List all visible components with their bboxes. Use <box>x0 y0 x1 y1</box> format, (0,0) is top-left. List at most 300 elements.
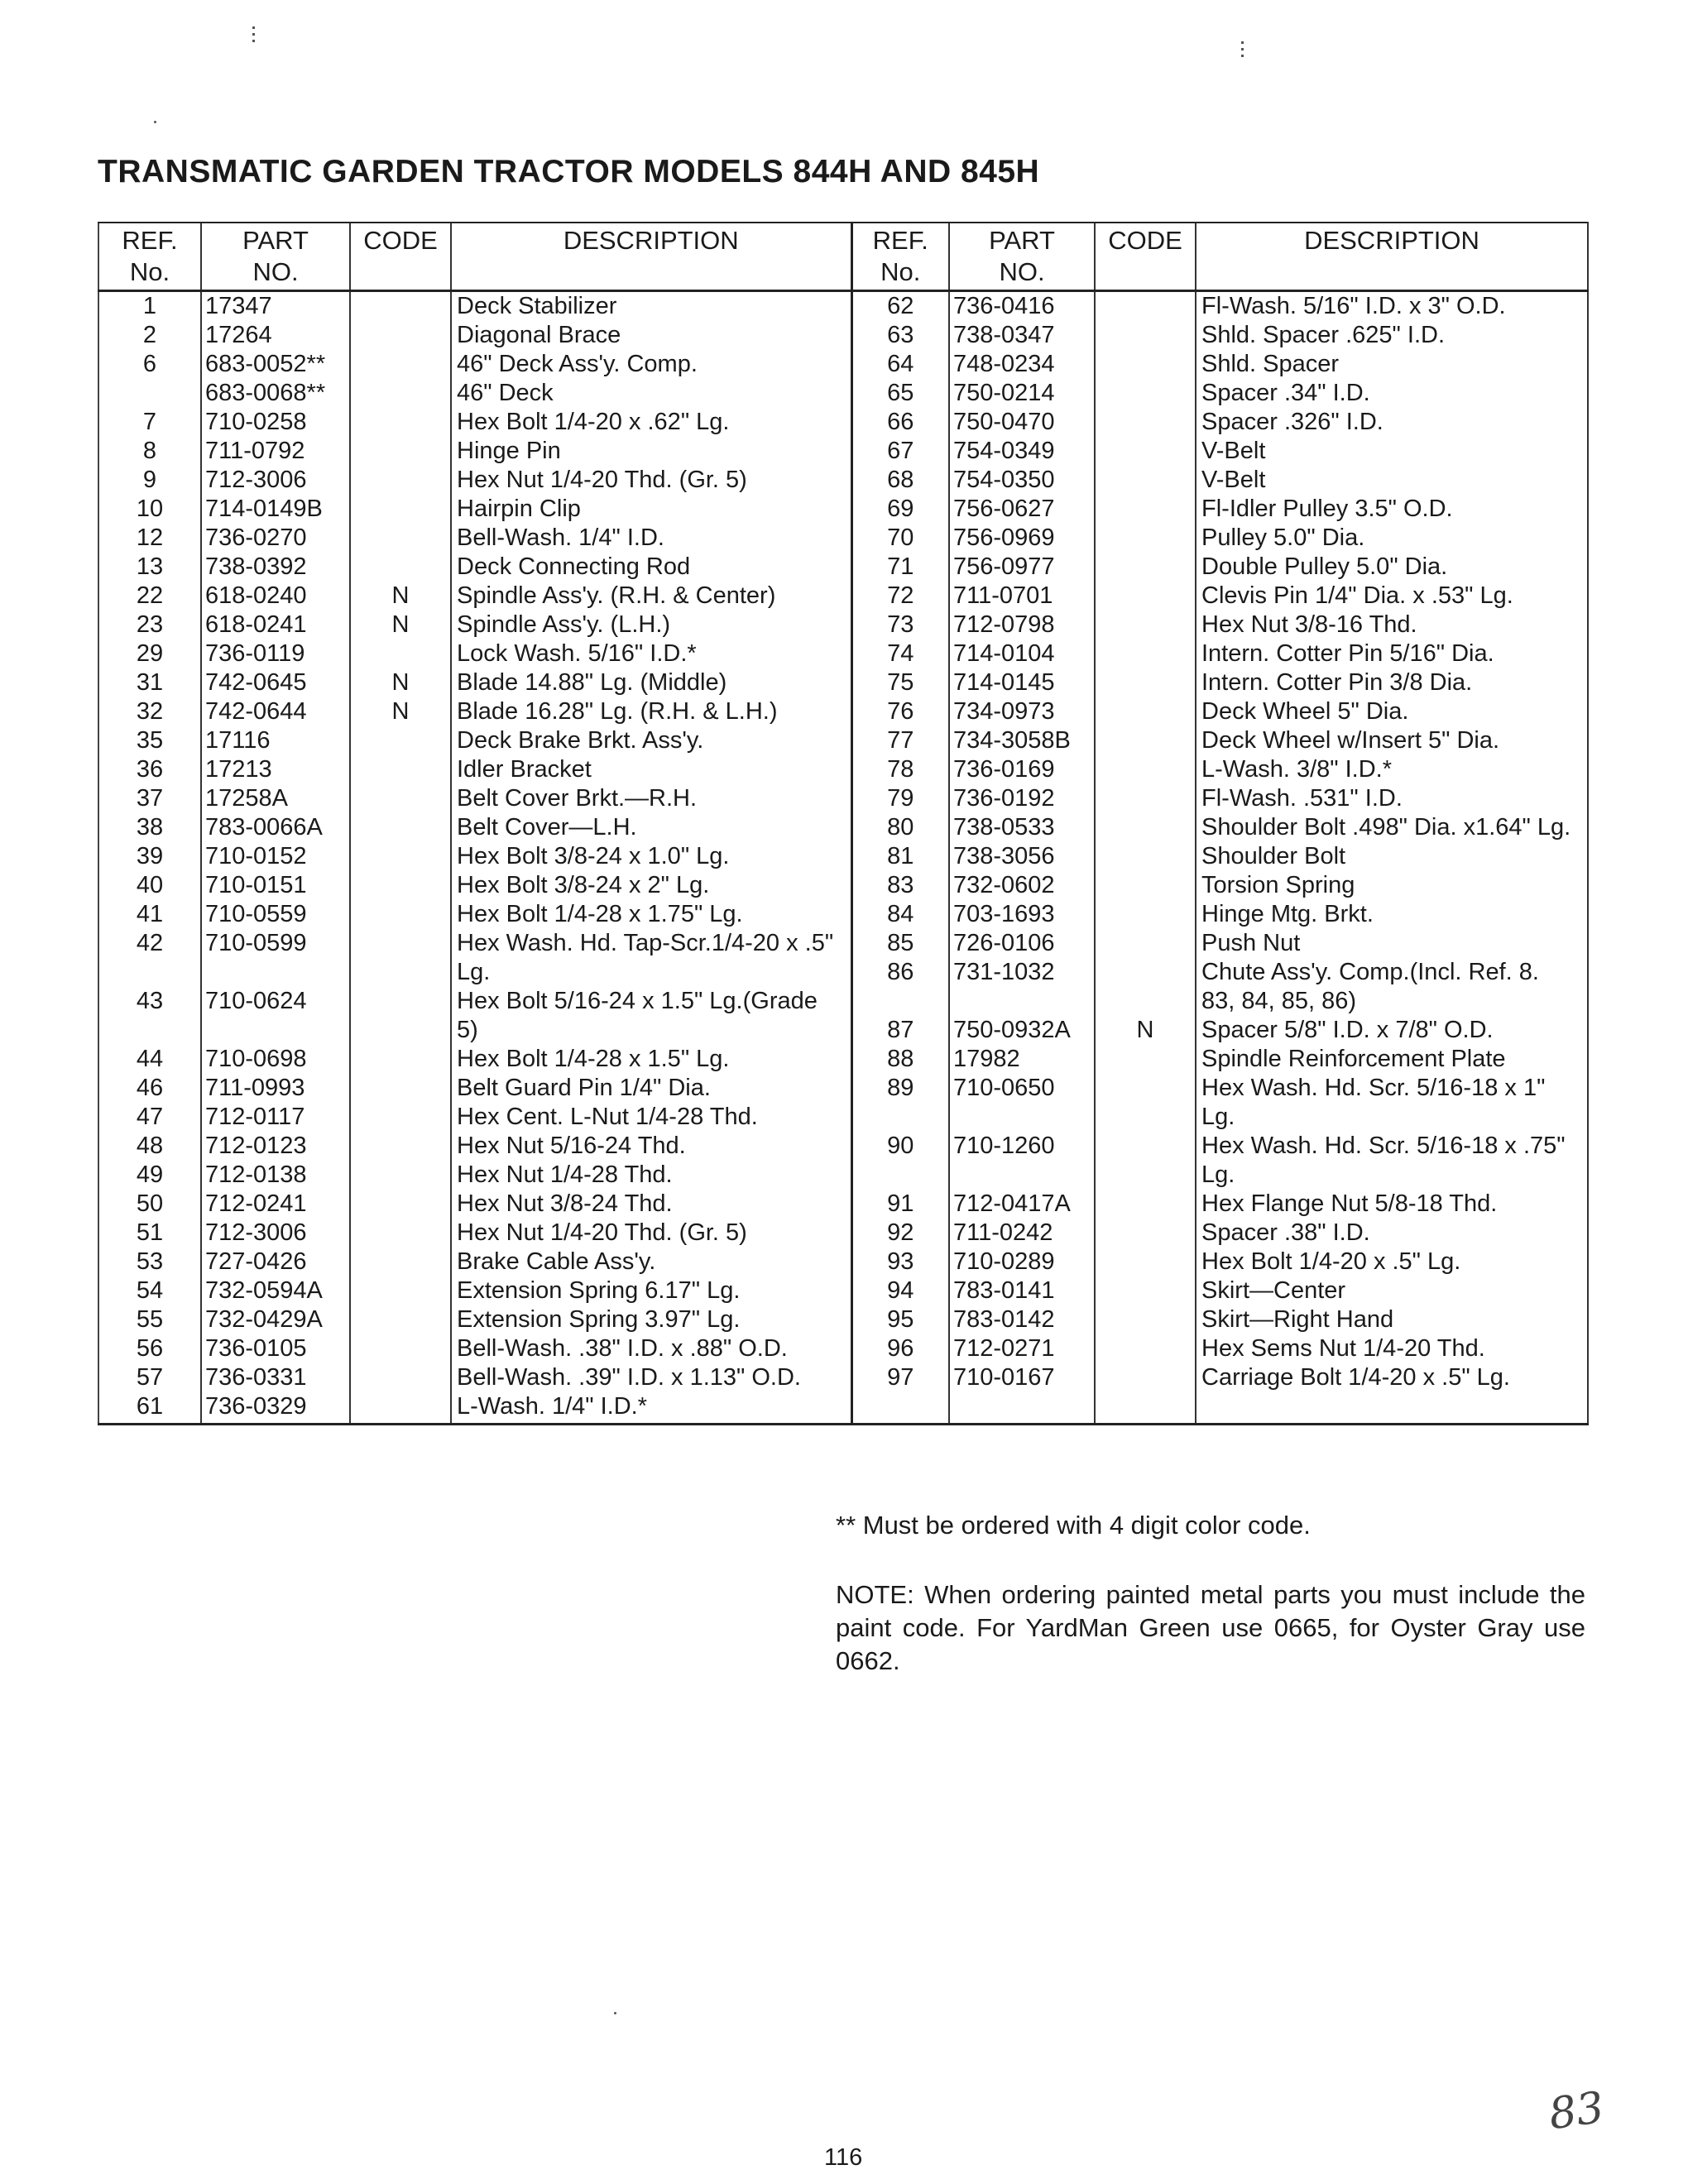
header-part-right: PART NO. <box>949 223 1095 291</box>
ref-cell: 88 <box>851 1045 949 1074</box>
part-number-cell <box>201 958 350 987</box>
part-number-cell: 703-1693 <box>949 900 1095 929</box>
ref-cell: 76 <box>851 697 949 726</box>
ref-cell: 32 <box>98 697 201 726</box>
code-cell: N <box>1095 1016 1196 1045</box>
code-cell <box>350 871 451 900</box>
code-cell <box>350 1045 451 1074</box>
part-number-cell: 731-1032 <box>949 958 1095 987</box>
code-cell <box>1095 350 1196 379</box>
part-number-cell: 711-0701 <box>949 582 1095 611</box>
description-cell: Hex Bolt 5/16-24 x 1.5" Lg.(Grade <box>451 987 851 1016</box>
part-number-cell: 756-0627 <box>949 495 1095 524</box>
code-cell <box>350 1248 451 1276</box>
part-number-cell: 714-0104 <box>949 639 1095 668</box>
table-row <box>98 1103 1588 1132</box>
ref-cell: 44 <box>98 1045 201 1074</box>
part-number-cell: 710-0167 <box>949 1363 1095 1392</box>
ref-cell <box>851 1103 949 1132</box>
description-cell: Idler Bracket <box>451 755 851 784</box>
ref-cell: 89 <box>851 1074 949 1103</box>
description-cell: Fl-Idler Pulley 3.5" O.D. <box>1196 495 1588 524</box>
part-number-cell: 618-0240 <box>201 582 350 611</box>
part-number-cell: 618-0241 <box>201 611 350 639</box>
description-cell: Bell-Wash. .38" I.D. x .88" O.D. <box>451 1334 851 1363</box>
part-number-cell: 750-0470 <box>949 408 1095 437</box>
ref-cell <box>851 1161 949 1190</box>
part-number-cell: 712-0241 <box>201 1190 350 1219</box>
part-number-cell <box>949 1392 1095 1425</box>
code-cell <box>1095 871 1196 900</box>
code-cell <box>1095 813 1196 842</box>
table-row <box>98 524 1588 553</box>
ref-cell: 74 <box>851 639 949 668</box>
code-cell <box>350 987 451 1016</box>
part-number-cell: 710-0152 <box>201 842 350 871</box>
ref-cell: 55 <box>98 1305 201 1334</box>
part-number-cell: 712-0138 <box>201 1161 350 1190</box>
code-cell: N <box>350 611 451 639</box>
ref-cell <box>851 987 949 1016</box>
code-cell <box>1095 1190 1196 1219</box>
part-number-cell: 754-0349 <box>949 437 1095 466</box>
ref-cell: 69 <box>851 495 949 524</box>
table-row <box>98 1248 1588 1276</box>
part-number-cell: 17264 <box>201 321 350 350</box>
part-number-cell: 738-0347 <box>949 321 1095 350</box>
code-cell <box>1095 1161 1196 1190</box>
code-cell <box>350 1334 451 1363</box>
ref-cell: 81 <box>851 842 949 871</box>
description-cell: Fl-Wash. .531" I.D. <box>1196 784 1588 813</box>
description-cell: Spindle Ass'y. (L.H.) <box>451 611 851 639</box>
code-cell <box>350 379 451 408</box>
code-cell <box>350 1103 451 1132</box>
part-number-cell: 734-0973 <box>949 697 1095 726</box>
code-cell <box>350 1276 451 1305</box>
page-number: 116 <box>824 2144 863 2171</box>
ref-cell: 1 <box>98 291 201 322</box>
table-row <box>98 1392 1588 1425</box>
ref-cell: 53 <box>98 1248 201 1276</box>
table-row <box>98 553 1588 582</box>
table-row <box>98 1276 1588 1305</box>
code-cell <box>350 1190 451 1219</box>
table-row <box>98 1219 1588 1248</box>
description-cell: Hex Nut 3/8-16 Thd. <box>1196 611 1588 639</box>
ref-cell: 78 <box>851 755 949 784</box>
part-number-cell: 732-0594A <box>201 1276 350 1305</box>
ref-cell: 75 <box>851 668 949 697</box>
code-cell <box>350 1305 451 1334</box>
handwritten-mark: 83 <box>1546 2082 1608 2140</box>
part-number-cell: 783-0142 <box>949 1305 1095 1334</box>
description-cell: Belt Guard Pin 1/4" Dia. <box>451 1074 851 1103</box>
code-cell <box>350 639 451 668</box>
code-cell <box>1095 1132 1196 1161</box>
ref-cell: 39 <box>98 842 201 871</box>
code-cell <box>350 813 451 842</box>
description-cell: V-Belt <box>1196 437 1588 466</box>
ref-cell: 96 <box>851 1334 949 1363</box>
code-cell <box>350 553 451 582</box>
code-cell <box>1095 1334 1196 1363</box>
description-cell: Spacer .34" I.D. <box>1196 379 1588 408</box>
table-row <box>98 784 1588 813</box>
ref-cell: 6 <box>98 350 201 379</box>
ref-cell: 35 <box>98 726 201 755</box>
part-number-cell: 710-0258 <box>201 408 350 437</box>
code-cell <box>350 1161 451 1190</box>
part-number-cell: 736-0119 <box>201 639 350 668</box>
description-cell: Brake Cable Ass'y. <box>451 1248 851 1276</box>
ref-cell: 72 <box>851 582 949 611</box>
description-cell: Clevis Pin 1/4" Dia. x .53" Lg. <box>1196 582 1588 611</box>
part-number-cell: 783-0066A <box>201 813 350 842</box>
ref-cell: 93 <box>851 1248 949 1276</box>
description-cell: Blade 16.28" Lg. (R.H. & L.H.) <box>451 697 851 726</box>
code-cell <box>350 1074 451 1103</box>
code-cell <box>350 726 451 755</box>
code-cell <box>350 929 451 958</box>
ref-cell: 66 <box>851 408 949 437</box>
description-cell <box>1196 1392 1588 1425</box>
part-number-cell: 710-0559 <box>201 900 350 929</box>
code-cell <box>1095 726 1196 755</box>
ref-cell: 2 <box>98 321 201 350</box>
part-number-cell: 712-0117 <box>201 1103 350 1132</box>
ref-cell: 23 <box>98 611 201 639</box>
table-row <box>98 639 1588 668</box>
table-row <box>98 1305 1588 1334</box>
table-row <box>98 1363 1588 1392</box>
description-cell: Deck Connecting Rod <box>451 553 851 582</box>
description-cell: Spacer 5/8" I.D. x 7/8" O.D. <box>1196 1016 1588 1045</box>
page-title: TRANSMATIC GARDEN TRACTOR MODELS 844H AND 845H <box>98 154 1040 189</box>
description-cell: Hex Nut 1/4-20 Thd. (Gr. 5) <box>451 466 851 495</box>
table-row <box>98 611 1588 639</box>
ref-cell: 94 <box>851 1276 949 1305</box>
code-cell <box>350 321 451 350</box>
description-cell: Belt Cover Brkt.—R.H. <box>451 784 851 813</box>
table-row <box>98 466 1588 495</box>
ref-cell: 48 <box>98 1132 201 1161</box>
code-cell <box>350 755 451 784</box>
table-row <box>98 1334 1588 1363</box>
description-cell: Hex Bolt 1/4-28 x 1.5" Lg. <box>451 1045 851 1074</box>
description-cell: Chute Ass'y. Comp.(Incl. Ref. 8. <box>1196 958 1588 987</box>
ref-cell: 91 <box>851 1190 949 1219</box>
description-cell: Hinge Mtg. Brkt. <box>1196 900 1588 929</box>
ref-cell: 65 <box>851 379 949 408</box>
part-number-cell: 710-0599 <box>201 929 350 958</box>
code-cell <box>1095 1363 1196 1392</box>
ref-cell: 90 <box>851 1132 949 1161</box>
table-row <box>98 379 1588 408</box>
ref-cell <box>851 1392 949 1425</box>
description-cell: Blade 14.88" Lg. (Middle) <box>451 668 851 697</box>
code-cell <box>1095 408 1196 437</box>
ref-cell: 10 <box>98 495 201 524</box>
part-number-cell: 710-0289 <box>949 1248 1095 1276</box>
ref-cell: 41 <box>98 900 201 929</box>
description-cell: Shld. Spacer <box>1196 350 1588 379</box>
ref-cell: 46 <box>98 1074 201 1103</box>
description-cell: Lg. <box>1196 1103 1588 1132</box>
code-cell <box>350 1016 451 1045</box>
part-number-cell <box>949 987 1095 1016</box>
ref-cell: 80 <box>851 813 949 842</box>
table-row <box>98 755 1588 784</box>
code-cell <box>1095 321 1196 350</box>
description-cell: Shoulder Bolt <box>1196 842 1588 871</box>
table-row <box>98 900 1588 929</box>
description-cell: Deck Wheel w/Insert 5" Dia. <box>1196 726 1588 755</box>
part-number-cell: 742-0644 <box>201 697 350 726</box>
description-cell: Hex Wash. Hd. Scr. 5/16-18 x 1" <box>1196 1074 1588 1103</box>
description-cell: Intern. Cotter Pin 5/16" Dia. <box>1196 639 1588 668</box>
description-cell: Lock Wash. 5/16" I.D.* <box>451 639 851 668</box>
description-cell: Push Nut <box>1196 929 1588 958</box>
part-number-cell: 17982 <box>949 1045 1095 1074</box>
description-cell: Hex Flange Nut 5/8-18 Thd. <box>1196 1190 1588 1219</box>
table-row <box>98 842 1588 871</box>
code-cell <box>350 495 451 524</box>
part-number-cell: 736-0169 <box>949 755 1095 784</box>
description-cell: Skirt—Right Hand <box>1196 1305 1588 1334</box>
description-cell: Torsion Spring <box>1196 871 1588 900</box>
table-row <box>98 1161 1588 1190</box>
color-code-footnote: ** Must be ordered with 4 digit color code. <box>836 1511 1311 1540</box>
description-cell: Hex Cent. L-Nut 1/4-28 Thd. <box>451 1103 851 1132</box>
part-number-cell: 17213 <box>201 755 350 784</box>
description-cell: Hex Wash. Hd. Scr. 5/16-18 x .75" <box>1196 1132 1588 1161</box>
code-cell <box>1095 291 1196 322</box>
ref-cell: 56 <box>98 1334 201 1363</box>
table-row <box>98 813 1588 842</box>
table-row <box>98 1190 1588 1219</box>
code-cell <box>1095 524 1196 553</box>
part-number-cell: 748-0234 <box>949 350 1095 379</box>
code-cell <box>1095 1248 1196 1276</box>
code-cell <box>350 1219 451 1248</box>
part-number-cell: 683-0052** <box>201 350 350 379</box>
part-number-cell: 712-3006 <box>201 1219 350 1248</box>
header-description: DESCRIPTION <box>451 223 851 291</box>
part-number-cell: 736-0192 <box>949 784 1095 813</box>
part-number-cell: 756-0977 <box>949 553 1095 582</box>
part-number-cell: 710-0698 <box>201 1045 350 1074</box>
description-cell: Double Pulley 5.0" Dia. <box>1196 553 1588 582</box>
part-number-cell: 714-0145 <box>949 668 1095 697</box>
code-cell <box>1095 466 1196 495</box>
ref-cell: 79 <box>851 784 949 813</box>
description-cell: Deck Brake Brkt. Ass'y. <box>451 726 851 755</box>
description-cell: Bell-Wash. 1/4" I.D. <box>451 524 851 553</box>
ref-cell: 31 <box>98 668 201 697</box>
part-number-cell: 726-0106 <box>949 929 1095 958</box>
code-cell <box>1095 611 1196 639</box>
code-cell <box>350 408 451 437</box>
description-cell: Pulley 5.0" Dia. <box>1196 524 1588 553</box>
part-number-cell: 710-0624 <box>201 987 350 1016</box>
table-row <box>98 437 1588 466</box>
part-number-cell: 738-0392 <box>201 553 350 582</box>
description-cell: 46" Deck Ass'y. Comp. <box>451 350 851 379</box>
description-cell: Hex Nut 3/8-24 Thd. <box>451 1190 851 1219</box>
code-cell <box>1095 582 1196 611</box>
ref-cell <box>98 1016 201 1045</box>
ref-cell <box>98 958 201 987</box>
part-number-cell: 17258A <box>201 784 350 813</box>
description-cell: Hex Nut 1/4-20 Thd. (Gr. 5) <box>451 1219 851 1248</box>
ref-cell: 73 <box>851 611 949 639</box>
part-number-cell: 17116 <box>201 726 350 755</box>
part-number-cell <box>949 1103 1095 1132</box>
table-row <box>98 408 1588 437</box>
table-row <box>98 697 1588 726</box>
code-cell <box>350 524 451 553</box>
code-cell <box>350 900 451 929</box>
header-ref: REF. No. <box>98 223 201 291</box>
ref-cell: 83 <box>851 871 949 900</box>
description-cell: Lg. <box>451 958 851 987</box>
description-cell: Hinge Pin <box>451 437 851 466</box>
description-cell: Spindle Reinforcement Plate <box>1196 1045 1588 1074</box>
part-number-cell: 732-0602 <box>949 871 1095 900</box>
description-cell: Hex Nut 5/16-24 Thd. <box>451 1132 851 1161</box>
part-number-cell: 732-0429A <box>201 1305 350 1334</box>
description-cell: V-Belt <box>1196 466 1588 495</box>
ref-cell: 8 <box>98 437 201 466</box>
code-cell <box>350 466 451 495</box>
description-cell: Belt Cover—L.H. <box>451 813 851 842</box>
description-cell: L-Wash. 1/4" I.D.* <box>451 1392 851 1425</box>
part-number-cell: 712-0123 <box>201 1132 350 1161</box>
description-cell: L-Wash. 3/8" I.D.* <box>1196 755 1588 784</box>
ref-cell: 54 <box>98 1276 201 1305</box>
part-number-cell: 736-0329 <box>201 1392 350 1425</box>
ref-cell <box>98 379 201 408</box>
part-number-cell: 711-0993 <box>201 1074 350 1103</box>
ref-cell: 68 <box>851 466 949 495</box>
table-row <box>98 1132 1588 1161</box>
part-number-cell: 714-0149B <box>201 495 350 524</box>
part-number-cell: 17347 <box>201 291 350 322</box>
paint-code-note: NOTE: When ordering painted metal parts you must include the paint code. For YardMan Green use 0665, for Oyster Gray use 0662. <box>836 1580 1585 1675</box>
description-cell: Spacer .38" I.D. <box>1196 1219 1588 1248</box>
description-cell: Spindle Ass'y. (R.H. & Center) <box>451 582 851 611</box>
part-number-cell: 736-0105 <box>201 1334 350 1363</box>
ref-cell: 40 <box>98 871 201 900</box>
table-row <box>98 1074 1588 1103</box>
code-cell <box>1095 1392 1196 1425</box>
description-cell: Extension Spring 3.97" Lg. <box>451 1305 851 1334</box>
part-number-cell: 750-0214 <box>949 379 1095 408</box>
description-cell: Shld. Spacer .625" I.D. <box>1196 321 1588 350</box>
table-row <box>98 726 1588 755</box>
ref-cell: 92 <box>851 1219 949 1248</box>
scan-mark-right <box>1241 41 1244 61</box>
ref-cell: 87 <box>851 1016 949 1045</box>
code-cell <box>350 437 451 466</box>
part-number-cell: 783-0141 <box>949 1276 1095 1305</box>
ref-cell: 42 <box>98 929 201 958</box>
parts-table <box>98 222 1589 1425</box>
description-cell: Intern. Cotter Pin 3/8 Dia. <box>1196 668 1588 697</box>
scan-mark-left <box>252 26 255 46</box>
part-number-cell: 712-0417A <box>949 1190 1095 1219</box>
description-cell: Hex Wash. Hd. Tap-Scr.1/4-20 x .5" <box>451 929 851 958</box>
part-number-cell: 727-0426 <box>201 1248 350 1276</box>
code-cell <box>350 1132 451 1161</box>
description-cell: Hairpin Clip <box>451 495 851 524</box>
part-number-cell: 736-0270 <box>201 524 350 553</box>
table-row <box>98 958 1588 987</box>
description-cell: 46" Deck <box>451 379 851 408</box>
ref-cell: 57 <box>98 1363 201 1392</box>
description-cell: Lg. <box>1196 1161 1588 1190</box>
description-cell: Hex Bolt 1/4-20 x .5" Lg. <box>1196 1248 1588 1276</box>
code-cell: N <box>350 582 451 611</box>
code-cell <box>1095 668 1196 697</box>
ref-cell: 22 <box>98 582 201 611</box>
code-cell <box>1095 1219 1196 1248</box>
header-ref-right: REF. No. <box>851 223 949 291</box>
ref-cell: 97 <box>851 1363 949 1392</box>
ref-cell: 47 <box>98 1103 201 1132</box>
part-number-cell: 711-0792 <box>201 437 350 466</box>
ref-cell: 51 <box>98 1219 201 1248</box>
table-row <box>98 1016 1588 1045</box>
code-cell <box>350 784 451 813</box>
description-cell: Hex Bolt 3/8-24 x 2" Lg. <box>451 871 851 900</box>
table-row <box>98 350 1588 379</box>
code-cell <box>1095 639 1196 668</box>
part-number-cell: 712-3006 <box>201 466 350 495</box>
description-cell: Bell-Wash. .39" I.D. x 1.13" O.D. <box>451 1363 851 1392</box>
part-number-cell: 756-0969 <box>949 524 1095 553</box>
description-cell: Hex Nut 1/4-28 Thd. <box>451 1161 851 1190</box>
code-cell <box>1095 784 1196 813</box>
table-row <box>98 291 1588 322</box>
code-cell <box>1095 1074 1196 1103</box>
code-cell <box>1095 842 1196 871</box>
part-number-cell: 712-0798 <box>949 611 1095 639</box>
table-row <box>98 495 1588 524</box>
ref-cell: 86 <box>851 958 949 987</box>
description-cell: 5) <box>451 1016 851 1045</box>
scan-speck <box>614 2012 616 2014</box>
table-row <box>98 929 1588 958</box>
description-cell: Hex Bolt 3/8-24 x 1.0" Lg. <box>451 842 851 871</box>
ref-cell: 7 <box>98 408 201 437</box>
ref-cell: 49 <box>98 1161 201 1190</box>
description-cell: Carriage Bolt 1/4-20 x .5" Lg. <box>1196 1363 1588 1392</box>
code-cell <box>1095 900 1196 929</box>
scan-speck <box>154 121 156 123</box>
code-cell <box>1095 697 1196 726</box>
part-number-cell <box>201 1016 350 1045</box>
table-header-row <box>98 223 1588 291</box>
part-number-cell: 750-0932A <box>949 1016 1095 1045</box>
table-row <box>98 987 1588 1016</box>
code-cell <box>350 1392 451 1425</box>
ref-cell: 29 <box>98 639 201 668</box>
table-row <box>98 668 1588 697</box>
ref-cell: 43 <box>98 987 201 1016</box>
parts-table-body <box>98 291 1588 1425</box>
